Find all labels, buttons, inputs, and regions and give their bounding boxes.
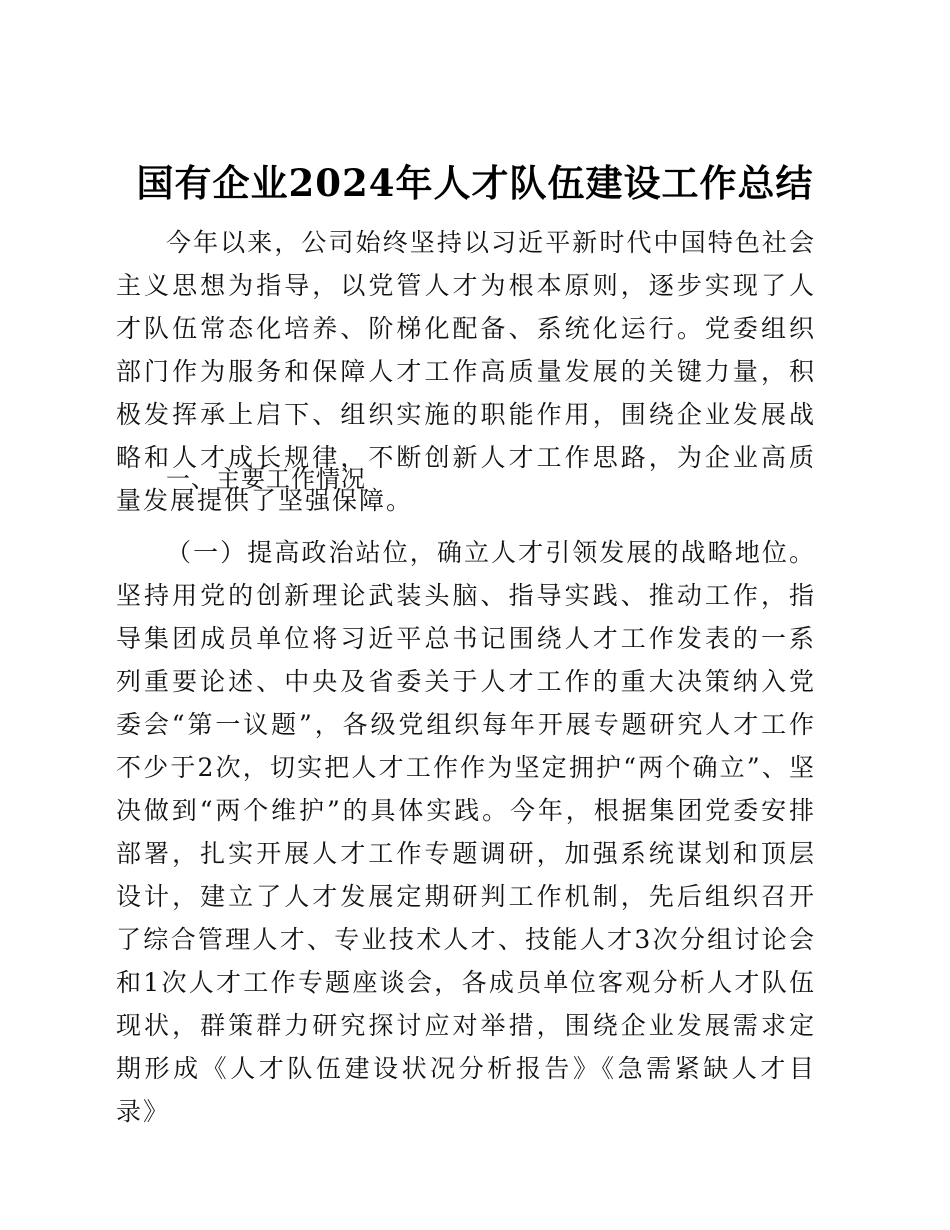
- section-heading: 一、主要工作情况: [166, 465, 366, 493]
- intro-paragraph: 今年以来，公司始终坚持以习近平新时代中国特色社会主义思想为指导，以党管人才为根本原则，逐步实现了人才队伍常态化培养、阶梯化配备、系统化运行。党委组织部门作为服务和保障人才工作高质量发展的关键力量，积极发挥承上启下、组织实施的职能作用，围绕企业发展战略和人才成长规律，不断创新人才工作思路，为企业高质量发展提供了坚强保障。: [116, 228, 816, 515]
- document-title: 国有企业2024年人才队伍建设工作总结: [136, 160, 814, 205]
- section-paragraph: （一）提高政治站位，确立人才引领发展的战略地位。坚持用党的创新理论武装头脑、指导实践、推动工作，指导集团成员单位将习近平总书记围绕人才工作发表的一系列重要论述、中央及省委关于人才工作的重大决策纳入党委会“第一议题”，各级党组织每年开展专题研究人才工作不少于2次，切实把人才工作作为坚定拥护“两个确立”、坚决做到“两个维护”的具体实践。今年，根据集团党委安排部署，扎实开展人才工作专题调研，加强系统谋划和顶层设计，建立了人才发展定期研判工作机制，先后组织召开了综合管理人才、专业技术人才、技能人才3次分组讨论会和1次人才工作专题座谈会，各成员单位客观分析人才队伍现状，群策群力研究探讨应对举措，围绕企业发展需求定期形成《人才队伍建设状况分析报告》《急需紧缺人才目录》: [116, 538, 816, 1126]
